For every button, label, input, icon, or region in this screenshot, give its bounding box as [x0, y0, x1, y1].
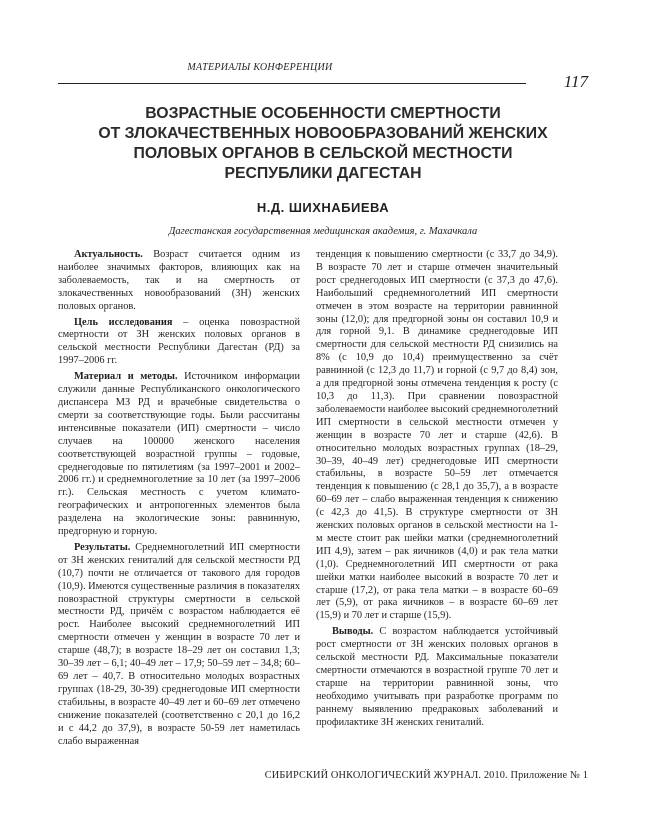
paragraph-text: Среднемноголетний ИП смертности от ЗН женских гениталий для сельской местности РД (10,7) почти не отличается от такового для городов (10,9). Имеются существенные различия в показателях повозрастной структуры смертности в сельской местности РД, причём с возрастом наблюдается её рост. Наиболее высокий среднемноголетний ИП смертности отмечен у женщин в возрасте 70 лет и старше (48,7); в возрасте 18–29 лет он составил 1,3; 30–39 лет – 6,1; 40–49 лет – 17,9; 50–59 лет – 34,8; 60–69 лет – 40,7. В относительно молодых возрастных группах (18-29, 30-39) среднегодовые ИП смертности стабильны, в возрасте 40–49 лет и 60–69 лет отмечено снижение показателей (соответственно с 20,1 до 16,2 и с 44,2 до 37,9), в возрасте 50-59 лет наметилась слабо выраженная [58, 541, 300, 747]
affiliation: Дагестанская государственная медицинская академия, г. Махачкала [168, 226, 478, 237]
paragraph-text: тенденция к повышению смертности (с 33,7 до 34,9). В возрасте 70 лет и старше отмечен значительный рост среднегодовых ИП смертности (с 37,3 до 47,6). Наибольший среднемноголетний ИП смертности отмечен в этом возрасте на территории равнинной зоны (12,0); для предгорной зоны он составил 10,9 и для горной 9,1. В динамике среднегодовые ИП смертности для сельской местности РД снизились на 8% (с 10,9 до 10,4) преимущественно за счёт равнинной (с 12,3 до 11,7) и горной (с 9,7 до 8,4) зон, а для предгорной зоны отмечена тенденция к росту (с 10,3 до 11,3). При сравнении повозрастной заболеваемости наиболее высокий среднемноголетний ИП смертности в сельской местности отмечен у женщин в возрасте 70 лет и старше (42,6). В относительно молодых возрастных группах (18–29, 30–39, 40–49 лет) среднегодовые ИП смертности стабильны, в возрасте 50–59 лет отмечается тенденция к повышению (с 28,1 до 35,7), а в возрасте 60–69 лет – слабо выраженная тенденция к снижению (с 42,3 до 41,5). В структуре смертности от ЗН женских половых органов в сельской местности на 1-м месте стоит рак шейки матки (среднемноголетний ИП 4,9), затем – рак яичников (4,0) и рак тела матки (1,0). Среднемноголетний ИП смертности от рака шейки матки наиболее высокий в возрасте 70 лет и старше (17,2), от рака тела матки – в возрасте 60–69 лет (5,9), от рака яичников – в возрасте 60–69 лет (15,9) и 70 лет и старше (15,9). [316, 249, 558, 622]
title-line: ПОЛОВЫХ ОРГАНОВ В СЕЛЬСКОЙ МЕСТНОСТИ [133, 145, 513, 162]
title-line: ОТ ЗЛОКАЧЕСТВЕННЫХ НОВООБРАЗОВАНИЙ ЖЕНСКИХ [98, 125, 548, 142]
right-column [316, 249, 558, 730]
paragraph-heading: Материал и методы. [74, 371, 178, 383]
paragraph-relevance [58, 249, 300, 314]
title-line: ВОЗРАСТНЫЕ ОСОБЕННОСТИ СМЕРТНОСТИ [145, 105, 501, 122]
section-label: МАТЕРИАЛЫ КОНФЕРЕНЦИИ [187, 62, 333, 73]
header-rule [58, 83, 526, 84]
paragraph-text: – оценка повозрастной смертности от ЗН женских половых органов в сельской местности Республики Дагестан (РД) за 1997–2006 гг. [58, 316, 300, 367]
article-title [58, 104, 588, 184]
author: Н.Д. ШИХНАБИЕВА [256, 200, 390, 215]
paragraph-results [58, 542, 300, 749]
paragraph-text: Возраст считается одним из наиболее значимых факторов, влияющих как на заболеваемость, так и на смертность от злокачественных новообразований (ЗН) женских половых органов. [58, 249, 300, 312]
paragraph-results-continued [316, 249, 558, 623]
paragraph-heading: Актуальность. [74, 249, 143, 260]
paragraph-heading: Цель исследования [74, 316, 173, 328]
paragraph-methods [58, 371, 300, 539]
page-number: 117 [563, 72, 588, 91]
paragraph-text: С возрастом наблюдается устойчивый рост смертности от ЗН женских половых органов в сельской местности РД. Максимальные показатели смертности отмечаются в возрастной группе 70 лет и старше на территории равнинной зоны, что необходимо учитывать при разработке программ по раннему выявлению предраковых заболеваний и профилактике ЗН женских гениталий. [316, 626, 558, 728]
paragraph-heading: Результаты. [74, 541, 131, 553]
paragraph-text: Источником информации служили данные Республиканского онкологического диспансера МЗ РД и врачебные свидетельства о смерти за соответствующие годы. Были рассчитаны интенсивные показатели (ИП) смертности – число случаев на 100000 женского населения соответствующей возрастной группы – годовые, среднегодовые по пятилетиям (за 1997–2001 и 2002–2006 гг.) и среднемноголетние за 10 лет (за 1997–2006 гг.). Сельская местность с учетом климато-географических и антропогенных элементов была разделена на экологические зоны: равнинную, предгорную и горную. [58, 371, 300, 538]
left-column [58, 249, 300, 748]
paragraph-aim [58, 317, 300, 369]
paragraph-conclusions [316, 626, 558, 729]
journal-footer: СИБИРСКИЙ ОНКОЛОГИЧЕСКИЙ ЖУРНАЛ. 2010. Приложение № 1 [264, 770, 588, 781]
paragraph-heading: Выводы. [332, 626, 374, 638]
title-line: РЕСПУБЛИКИ ДАГЕСТАН [224, 165, 422, 182]
